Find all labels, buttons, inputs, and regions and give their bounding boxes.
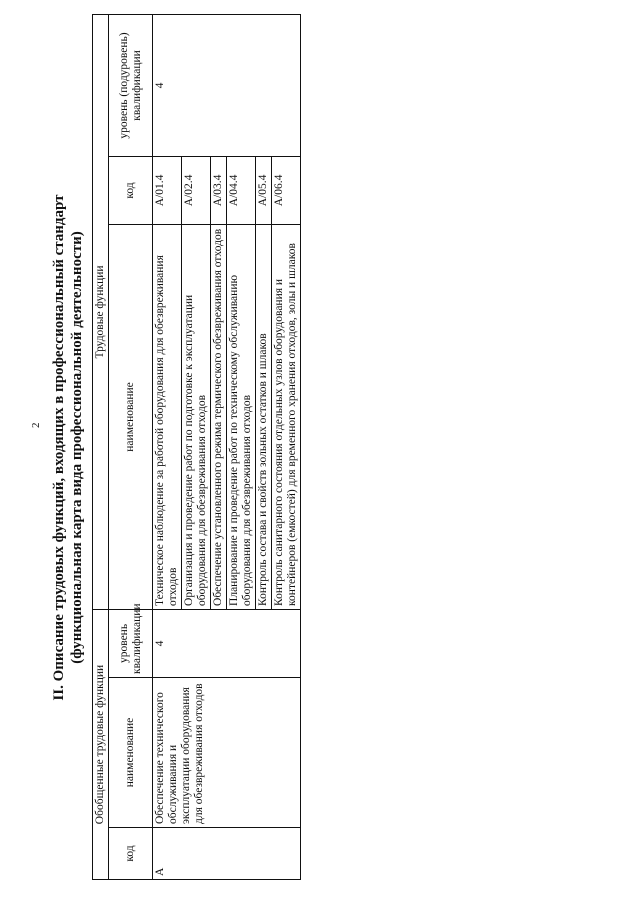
function-code: А/06.4 [272, 156, 301, 224]
header-function-name: наименование [109, 224, 153, 609]
functional-map-table [92, 14, 301, 880]
header-level: уровень квалификации [109, 609, 153, 677]
function-name: Организация и проведение работ по подготовке к эксплуатации оборудования для обезвреживания отходов [182, 224, 211, 609]
function-name: Контроль санитарного состояния отдельных узлов оборудования и контейнеров (емкостей) для временного хранения отходов, золы и шлаков [272, 224, 301, 609]
function-code: А/02.4 [182, 156, 211, 224]
general-code: А [153, 828, 301, 880]
page-number: 2 [30, 422, 42, 428]
title-line-2: (функциональная карта вида профессиональной деятельности) [69, 231, 85, 664]
general-level: 4 [153, 609, 301, 677]
rotated-page-content [50, 15, 380, 880]
title-line-1: II. Описание трудовых функций, входящих в профессиональный стандарт [51, 194, 67, 701]
header-code: код [109, 828, 153, 880]
function-name: Техническое наблюдение за работой оборудования для обезвреживания отходов [153, 224, 182, 609]
function-code: А/03.4 [211, 156, 227, 224]
header-generalized-functions: Обобщенные трудовые функции [93, 609, 109, 879]
function-level: 4 [153, 14, 301, 156]
function-name: Контроль состава и свойств зольных остатков и шлаков [256, 224, 272, 609]
header-labor-functions: Трудовые функции [93, 14, 109, 609]
general-name: Обеспечение технического обслуживания и эксплуатации оборудования для обезвреживания отходов [153, 678, 301, 828]
function-code: А/05.4 [256, 156, 272, 224]
function-name: Планирование и проведение работ по техническому обслуживанию оборудования для обезвреживания отходов [227, 224, 256, 609]
header-function-level: уровень (подуровень) квалификации [109, 14, 153, 156]
header-name: наименование [109, 678, 153, 828]
header-function-code: код [109, 156, 153, 224]
function-code: А/04.4 [227, 156, 256, 224]
function-code: А/01.4 [153, 156, 182, 224]
function-name: Обеспечение установленного режима термического обезвреживания отходов [211, 224, 227, 609]
